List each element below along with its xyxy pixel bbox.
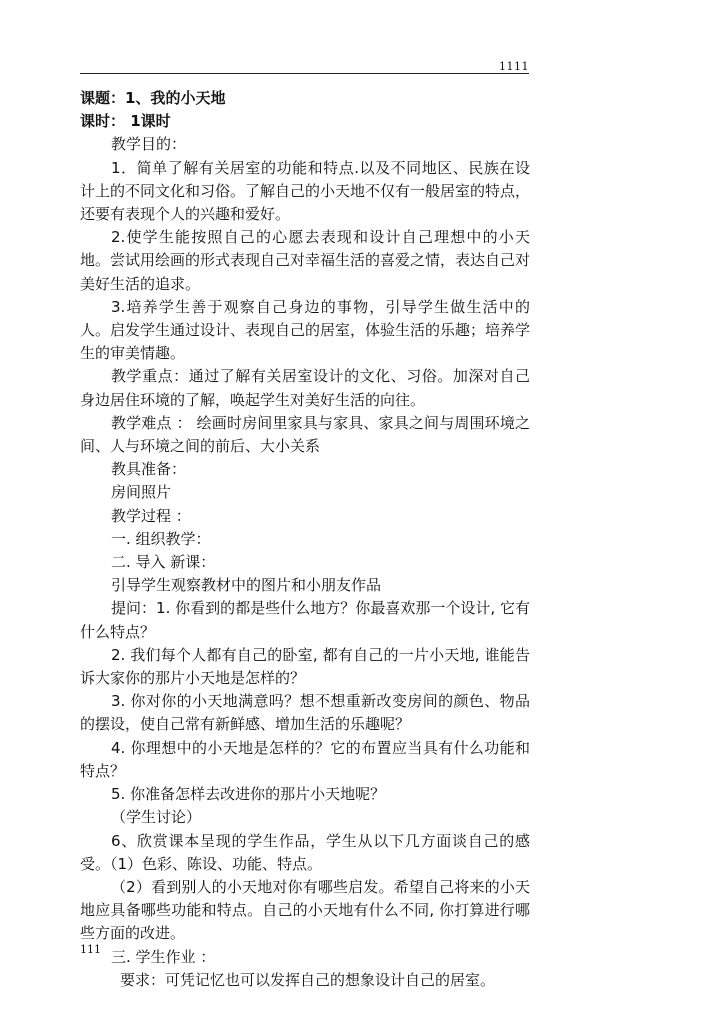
homework-requirement: 要求：可凭记忆也可以发挥自己的想象设计自己的居室。 xyxy=(120,970,496,989)
step-1: 一. 组织教学： xyxy=(111,529,211,548)
lesson-title: 课题：1、我的小天地 xyxy=(80,89,226,107)
goal-3: 3.培养学生善于观察自己身边的事物，引导学生做生活中的人。启发学生通过设计、表现自己的居室，体验生活的乐趣；培养学生的审美情趣。 xyxy=(80,297,531,363)
header-rule xyxy=(80,73,529,74)
question-4: 4. 你理想中的小天地是怎样的？它的布置应当具有什么功能和特点？ xyxy=(80,738,530,780)
footer-page-code: 111 xyxy=(80,943,101,956)
lesson-hours: 课时： 1课时 xyxy=(80,112,171,131)
prep-item: 房间照片 xyxy=(111,483,172,502)
prep-label: 教具准备： xyxy=(111,460,187,479)
appreciation: 6、欣赏课本呈现的学生作品，学生从以下几方面谈自己的感受。（1）色彩、陈设、功能、特点。 xyxy=(80,831,530,873)
appreciation-2: （2）看到别人的小天地对你有哪些启发。希望自己将来的小天地应具备哪些功能和特点。自己的小天地有什么不同, 你打算进行哪些方面的改进。 xyxy=(80,877,530,943)
header-page-code: 1111 xyxy=(499,60,529,73)
goals-label: 教学目的： xyxy=(111,135,187,154)
key-points: 教学重点：通过了解有关居室设计的文化、习俗。加深对自己身边居住环境的了解，唤起学生对美好生活的向往。 xyxy=(80,367,530,409)
question-2: 2. 我们每个人都有自己的卧室, 都有自己的一片小天地, 谁能告诉大家你的那片小天地是怎样的？ xyxy=(80,645,530,688)
homework-label: 三. 学生作业 ： xyxy=(111,947,216,966)
question-1: 提问：1. 你看到的都是些什么地方？你最喜欢那一个设计, 它有什么特点？ xyxy=(80,599,530,641)
document-body xyxy=(80,87,530,992)
question-3: 3. 你对你的小天地满意吗？想不想重新改变房间的颜色、物品的摆设，使自己常有新鲜感、增加生活的乐趣呢？ xyxy=(80,692,530,734)
guide-text: 引导学生观察教材中的图片和小朋友作品 xyxy=(111,576,382,595)
goal-2: 2.使学生能按照自己的心愿去表现和设计自己理想中的小天地。尝试用绘画的形式表现自己对幸福生活的喜爱之情，表达自己对美好生活的追求。 xyxy=(80,228,531,293)
question-5: 5. 你准备怎样去改进你的那片小天地呢？ xyxy=(111,785,386,804)
step-2: 二. 导入 新课： xyxy=(111,553,216,572)
discussion-note: （学生讨论） xyxy=(111,808,202,827)
process-label: 教学过程 ： xyxy=(111,506,191,525)
difficulty: 教学难点 ： 绘画时房间里家具与家具、家具之间与周围环境之间、人与环境之间的前后、大小关系 xyxy=(80,413,530,456)
goal-1: 1．简单了解有关居室的功能和特点.以及不同地区、民族在设计上的不同文化和习俗。了解自己的小天地不仅有一般居室的特点，还要有表现个人的兴趣和爱好。 xyxy=(80,158,531,224)
